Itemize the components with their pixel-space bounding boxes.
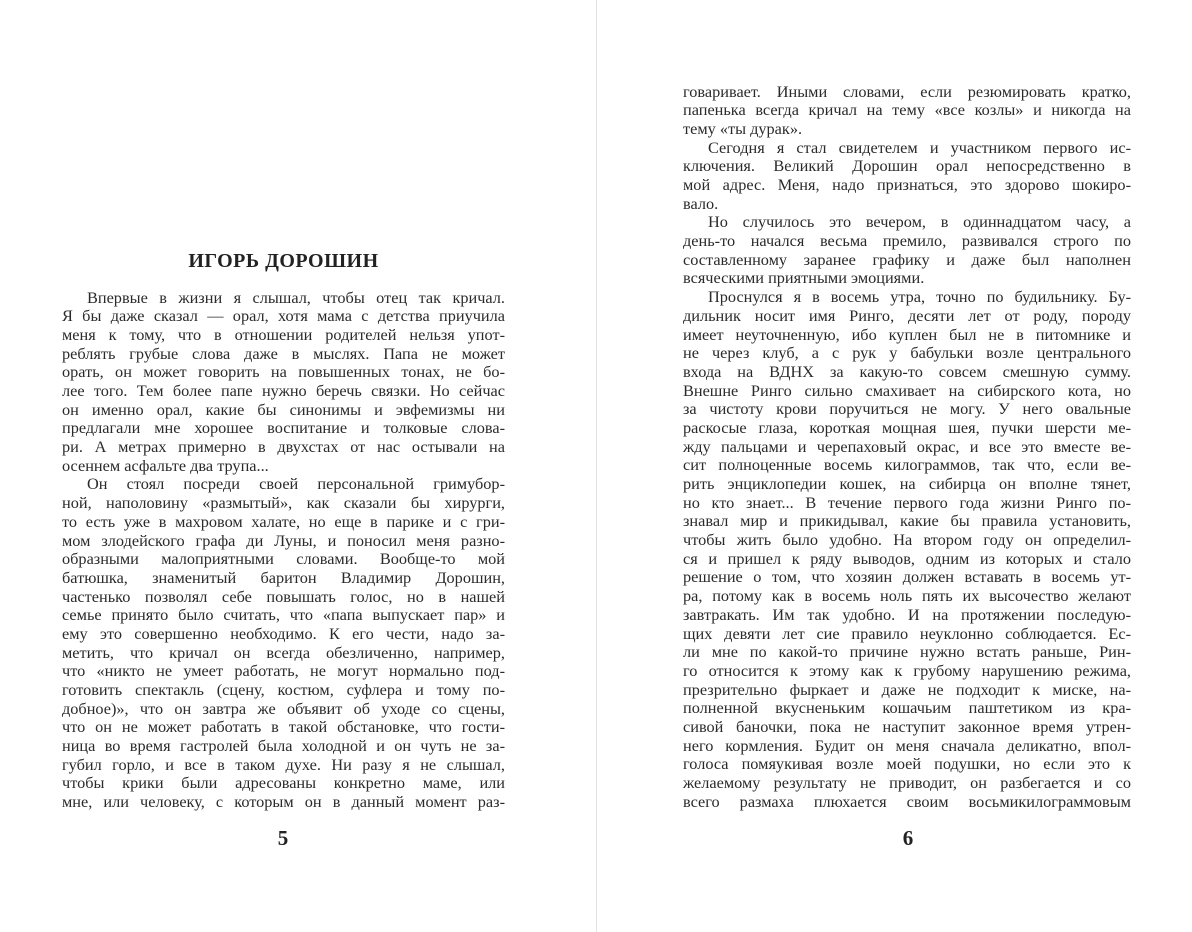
text-line: него кормления. Будит он меня сначала деликатно, впол- <box>683 735 1131 755</box>
text-line: тему «ты дурак». <box>683 118 803 138</box>
text-line: мом злодейского графа ди Луны, и поносил меня разно- <box>62 530 505 550</box>
text-line: Сегодня я стал свидетелем и участником первого ис- <box>708 137 1131 157</box>
text-line: раскосые глаза, короткая мощная шея, пучки шерсти ме- <box>683 417 1131 437</box>
text-line: орать, он может говорить на повышенных тонах, не бо- <box>62 362 505 382</box>
text-line: Впервые в жизни я слышал, чтобы отец так кричал. <box>87 287 505 307</box>
text-line: ли мне по какой-то причине нужно встать раньше, Рин- <box>683 642 1131 662</box>
page-number: 6 <box>902 826 914 850</box>
text-line: губил горло, и все в таком духе. Ни разу я не слышал, <box>62 754 505 774</box>
text-line: вало. <box>683 193 719 213</box>
paragraph <box>683 213 1131 288</box>
text-line: мне, или человеку, с которым он в данный момент раз- <box>62 792 505 812</box>
text-line: готовить спектакль (сцену, костюм, суфлера и тому по- <box>62 680 505 700</box>
paragraph <box>683 83 1131 139</box>
text-line: ключения. Великий Дорошин орал непосредственно в <box>683 156 1131 176</box>
text-line: ной, наполовину «размытый», как сказали бы хирурги, <box>62 493 505 513</box>
text-line: ему это совершенно необходимо. К его чести, надо за- <box>62 623 505 643</box>
text-line: но кто знает... В течение первого года жизни Ринго по- <box>683 492 1131 512</box>
text-line: сивой баночки, пока не наступит законное время утрен- <box>683 716 1131 736</box>
text-line: день-то начался весьма премило, развивался строго по <box>683 231 1131 251</box>
text-line: что он не может работать в такой обстановке, что гости- <box>62 717 505 737</box>
paragraph <box>683 288 1131 811</box>
text-line: добное)», что он завтра же объявит об уходе со сцены, <box>62 698 505 718</box>
text-line: презрительно фыркает и даже не подходит к миске, на- <box>683 679 1131 699</box>
text-line: лее того. Тем более папе нужно беречь связки. Но сейчас <box>62 381 505 401</box>
text-line: чтобы жить было удобно. На втором году он определил- <box>683 530 1131 550</box>
text-line: полненной вкусненьким кошачьим паштетиком из кра- <box>683 698 1131 718</box>
text-line: решение о том, что хозяин должен вставать в восемь ут- <box>683 567 1131 587</box>
text-line: знавал мир и прикидывал, какие бы правила установить, <box>683 511 1131 531</box>
text-line: частенько позволял себе повышать голос, но в нашей <box>62 586 505 606</box>
text-line: семье принято было считать, что «папа выпускает пар» и <box>62 605 505 625</box>
text-line: всего размаха плюхается своим восьмикилограммовым <box>683 791 1131 811</box>
text-line: Но случилось это вечером, в одиннадцатом часу, а <box>708 212 1131 232</box>
text-line: составленному заранее графику и даже был наполнен <box>683 249 1131 269</box>
text-line: предлагали мне хорошее воспитание и толковые слова- <box>62 418 505 438</box>
text-line: ся и пришел к ряду выводов, одним из которых и стало <box>683 548 1131 568</box>
chapter-title: ИГОРЬ ДОРОШИН <box>188 250 379 272</box>
right-page-text <box>683 83 1131 812</box>
text-line: дильник носит имя Ринго, десяти лет от роду, породу <box>683 305 1131 325</box>
text-line: за чистоту крови поручиться не могу. У него овальные <box>683 399 1131 419</box>
text-line: жду пальцами и черепаховый окрас, и все это вместе ве- <box>683 436 1131 456</box>
text-line: Внешне Ринго сильно смахивает на сибирского кота, но <box>683 380 1131 400</box>
text-line: ра, потому как в восемь ноль пять их высочество желают <box>683 586 1131 606</box>
text-line: образными малоприятными словами. Вообще-то мой <box>62 549 505 569</box>
right-page <box>597 0 1192 932</box>
text-line: метить, что кричал он всегда обезличенно, например, <box>62 642 505 662</box>
text-line: что «никто не умеет работать, не могут нормально под- <box>62 661 505 681</box>
text-line: меня к тому, что в отношении родителей нельзя упот- <box>62 324 505 344</box>
page-number: 5 <box>277 826 289 850</box>
paragraph <box>62 289 505 476</box>
text-line: осеннем асфальте два трупа... <box>62 455 269 475</box>
left-page-text <box>62 289 505 812</box>
text-line: Я бы даже сказал — орал, хотя мама с детства приучила <box>62 306 505 326</box>
text-line: голоса помяукивая возле моей подушки, но если это к <box>683 754 1131 774</box>
text-line: рить энциклопедии кошек, на сибирца он вполне тянет, <box>683 474 1131 494</box>
text-line: папенька всегда кричал на тему «все козлы» и никогда на <box>683 100 1131 120</box>
text-line: всяческими приятными эмоциями. <box>683 268 925 288</box>
text-line: ница во время гастролей была холодной и он чуть не за- <box>62 736 505 756</box>
paragraph <box>62 475 505 811</box>
paragraph <box>683 139 1131 214</box>
text-line: чтобы крики были адресованы конкретно маме, или <box>62 773 505 793</box>
text-line: имеет неуточненную, ибо куплен был не в питомнике и <box>683 324 1131 344</box>
text-line: говаривает. Иными словами, если резюмировать кратко, <box>683 81 1131 101</box>
text-line: он именно орал, какие бы синонимы и эвфемизмы ни <box>62 399 505 419</box>
text-line: батюшка, знаменитый баритон Владимир Дорошин, <box>62 567 505 587</box>
text-line: Проснулся я в восемь утра, точно по будильнику. Бу- <box>708 287 1131 307</box>
text-line: го относится к этому как к грубому нарушению режима, <box>683 660 1131 680</box>
text-line: входа на ВДНХ за какую-то совсем смешную сумму. <box>683 361 1131 381</box>
text-line: не через клуб, а с рук у бабульки возле центрального <box>683 343 1131 363</box>
text-line: желаемому результату не приводит, он разбегается и со <box>683 773 1131 793</box>
text-line: то есть уже в махровом халате, но еще в парике и с гри- <box>62 511 505 531</box>
text-line: Он стоял посреди своей персональной гримубор- <box>87 474 505 494</box>
text-line: мой адрес. Меня, надо признаться, это здорово шокиро- <box>683 175 1131 195</box>
text-line: реблять грубые слова даже в мыслях. Папа не может <box>62 343 505 363</box>
text-line: завтракать. Им так удобно. И на протяжении последую- <box>683 604 1131 624</box>
text-line: щих девяти лет сие правило неуклонно соблюдается. Ес- <box>683 623 1131 643</box>
text-line: ри. А метрах примерно в двухстах от нас остывали на <box>62 437 505 457</box>
text-line: сит полноценные восемь килограммов, так что, если ве- <box>683 455 1131 475</box>
